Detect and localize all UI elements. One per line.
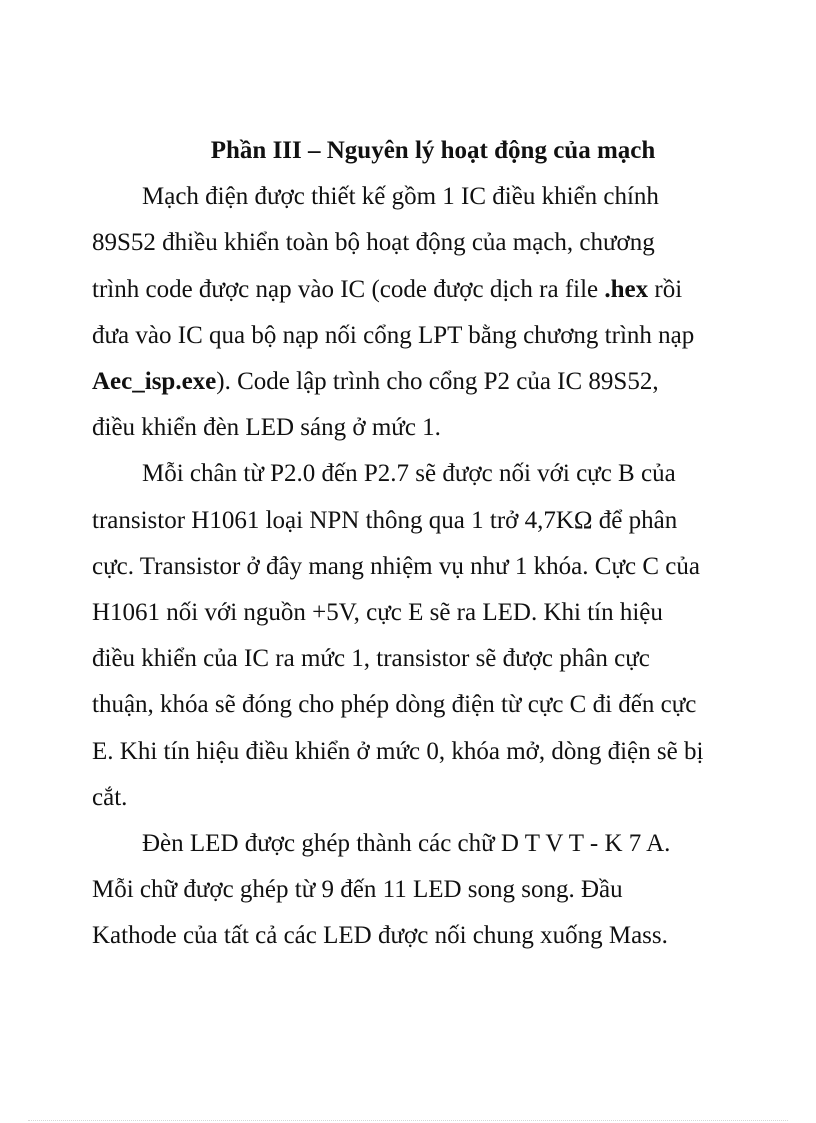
text-line: H1061 nối với nguồn +5V, cực E sẽ ra LED. Khi tín hiệu [92, 599, 663, 627]
text-line: Mạch điện được thiết kế gồm 1 IC điều khiển chính [142, 183, 659, 211]
hex-file-term: .hex [604, 275, 649, 303]
text-line: trình code được nạp vào IC (code được dịch ra file .hex rồi [92, 275, 683, 303]
document-body [92, 128, 772, 960]
text-line: Mỗi chữ được ghép từ 9 đến 11 LED song song. Đầu [92, 876, 623, 904]
text-line: đưa vào IC qua bộ nạp nối cổng LPT bằng chương trình nạp [92, 321, 695, 349]
text-line: Mỗi chân từ P2.0 đến P2.7 sẽ được nối với cực B của [142, 460, 676, 488]
text-line: 89S52 đhiều khiển toàn bộ hoạt động của mạch, chương [92, 229, 655, 257]
text-line: Aec_isp.exe). Code lập trình cho cổng P2 của IC 89S52, [92, 368, 659, 396]
section-heading: Phần III – Nguyên lý hoạt động của mạch [210, 137, 656, 164]
text-line: cực. Transistor ở đây mang nhiệm vụ như 1 khóa. Cực C của [92, 552, 700, 580]
text-line: Kathode của tất cả các LED được nối chung xuống Mass. [92, 922, 668, 950]
paragraph-led-letters [92, 821, 772, 960]
text-line: cắt. [92, 783, 128, 811]
text-line: thuận, khóa sẽ đóng cho phép dòng điện từ cực C đi đến cực [92, 691, 697, 719]
text-line: điều khiển của IC ra mức 1, transistor sẽ được phân cực [92, 645, 650, 673]
text-line: điều khiển đèn LED sáng ở mức 1. [92, 414, 441, 442]
paragraph-circuit-overview [92, 174, 772, 451]
programmer-software-name: Aec_isp.exe [92, 368, 217, 396]
text-line: Đèn LED được ghép thành các chữ D T V T - K 7 A. [142, 830, 671, 858]
text-line: E. Khi tín hiệu điều khiển ở mức 0, khóa mở, dòng điện sẽ bị [92, 737, 704, 765]
text-line: transistor H1061 loại NPN thông qua 1 trở 4,7KΩ để phân [92, 506, 678, 534]
paragraph-transistor-switching [92, 451, 772, 821]
page-bottom-divider [28, 1120, 788, 1121]
